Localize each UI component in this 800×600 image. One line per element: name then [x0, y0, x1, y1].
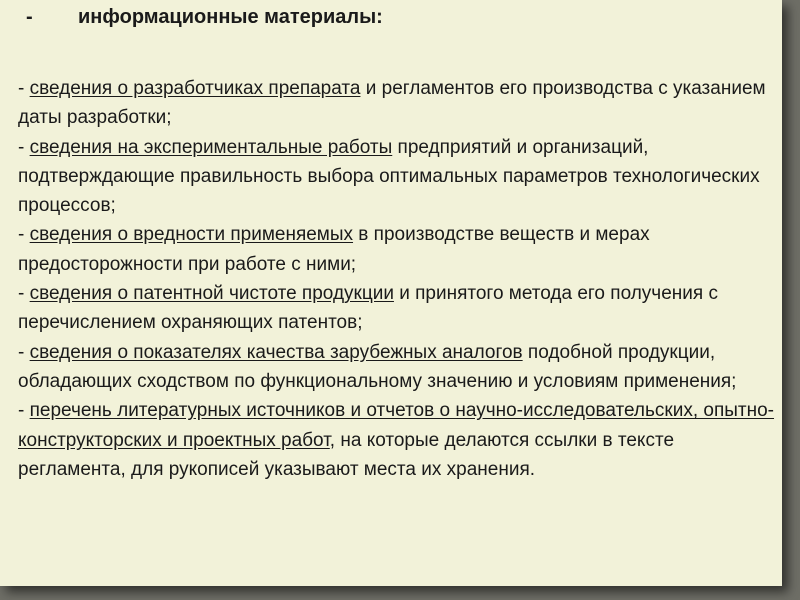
slide-body: [18, 74, 780, 484]
list-item: [18, 338, 780, 397]
item-dash: -: [18, 283, 30, 305]
item-dash: -: [18, 136, 30, 158]
heading-dash: -: [26, 6, 33, 28]
item-text: в производстве веществ и мерах предосторожности при работе с ними;: [18, 224, 650, 275]
list-item: [18, 74, 780, 133]
item-dash: -: [18, 224, 30, 246]
item-dash: -: [18, 341, 30, 363]
item-dash: -: [18, 400, 30, 422]
item-underlined-text: сведения на экспериментальные работы: [29, 136, 393, 158]
slide-heading: [26, 6, 383, 29]
heading-text: информационные материалы:: [78, 6, 383, 28]
item-underlined-text: сведения о разработчиках препарата: [29, 78, 361, 99]
item-dash: -: [18, 78, 30, 99]
item-underlined-text: сведения о патентной чистоте продукции: [29, 283, 394, 305]
list-item: [18, 133, 780, 221]
list-item: [18, 396, 780, 484]
item-text: , на которые делаются ссылки в тексте регламента, для рукописей указывают места их хранения.: [18, 429, 675, 480]
item-text: и принятого метода его получения с перечислением охраняющих патентов;: [18, 283, 718, 334]
list-item: [18, 279, 780, 338]
item-text: подобной продукции, обладающих сходством по функциональному значению и условиям применения;: [18, 341, 737, 392]
list-item: [18, 220, 780, 279]
item-underlined-text: сведения о вредности применяемых: [29, 224, 354, 246]
item-underlined-text: сведения о показателях качества зарубежных аналогов: [29, 341, 523, 363]
item-text: и регламентов его производства с указанием даты разработки;: [18, 78, 766, 129]
item-text: предприятий и организаций, подтверждающие правильность выбора оптимальных параметров технологических процессов;: [18, 136, 760, 217]
item-underlined-text: перечень литературных источников и отчетов о научно-исследовательских, опытно-конструкторских и проектных работ: [18, 400, 775, 451]
